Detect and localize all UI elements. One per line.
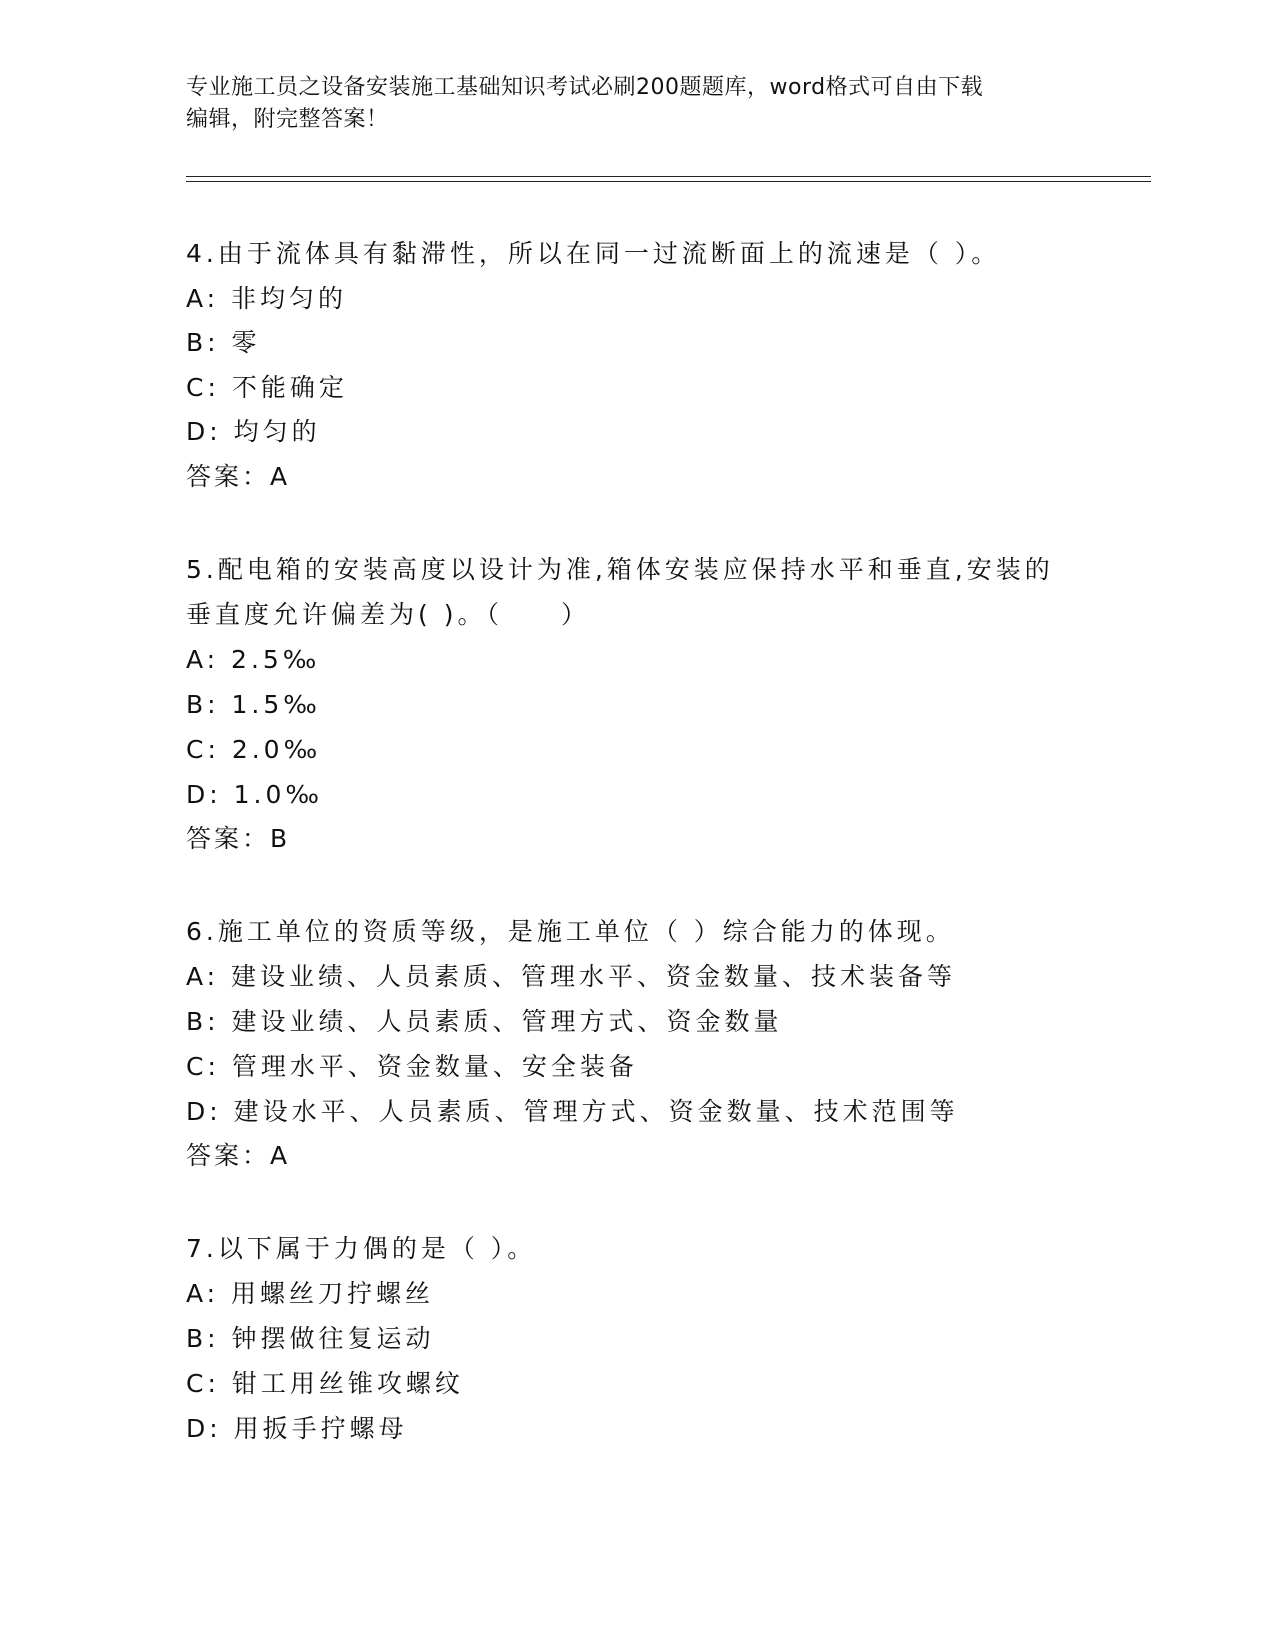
question-7-option-d: D: 用扳手拧螺母 (186, 1414, 408, 1443)
header-line-1: 专业施工员之设备安装施工基础知识考试必刷200题题库，word格式可自由下载 (186, 75, 984, 100)
question-5-option-b: B: 1.5‰ (186, 690, 321, 719)
question-5-stem-line-2: 垂直度允许偏差为( )。（ ） (186, 600, 590, 629)
question-7-stem: 7.以下属于力偶的是（ ）。 (186, 1234, 537, 1263)
question-4-stem: 4.由于流体具有黏滞性，所以在同一过流断面上的流速是（ ）。 (186, 239, 1001, 268)
question-7-option-c: C: 钳工用丝锥攻螺纹 (186, 1369, 464, 1398)
question-5-option-a: A: 2.5‰ (186, 645, 321, 674)
question-6-stem: 6.施工单位的资质等级，是施工单位（ ）综合能力的体现。 (186, 917, 955, 946)
question-4-answer: 答案：A (186, 462, 291, 491)
question-6-answer: 答案：A (186, 1141, 291, 1170)
question-4-option-c: C: 不能确定 (186, 373, 348, 402)
document-header (186, 72, 1066, 136)
question-4-option-b: B: 零 (186, 328, 261, 357)
question-4-option-d: D: 均匀的 (186, 417, 321, 446)
question-7-option-a: A: 用螺丝刀拧螺丝 (186, 1279, 435, 1308)
question-5-answer: 答案：B (186, 824, 291, 853)
question-4-option-a: A: 非均匀的 (186, 284, 348, 313)
header-divider-bottom (186, 181, 1151, 182)
question-5-stem-line-1: 5.配电箱的安装高度以设计为准,箱体安装应保持水平和垂直,安装的 (186, 555, 1054, 584)
question-6-option-b: B: 建设业绩、人员素质、管理方式、资金数量 (186, 1007, 783, 1036)
question-6-option-c: C: 管理水平、资金数量、安全装备 (186, 1052, 638, 1081)
question-6-option-d: D: 建设水平、人员素质、管理方式、资金数量、技术范围等 (186, 1097, 959, 1126)
question-5-option-c: C: 2.0‰ (186, 735, 322, 764)
question-5-option-d: D: 1.0‰ (186, 780, 323, 809)
question-6-option-a: A: 建设业绩、人员素质、管理水平、资金数量、技术装备等 (186, 962, 957, 991)
header-line-2: 编辑，附完整答案！ (186, 107, 389, 132)
header-divider-top (186, 176, 1151, 177)
question-7-option-b: B: 钟摆做往复运动 (186, 1324, 435, 1353)
